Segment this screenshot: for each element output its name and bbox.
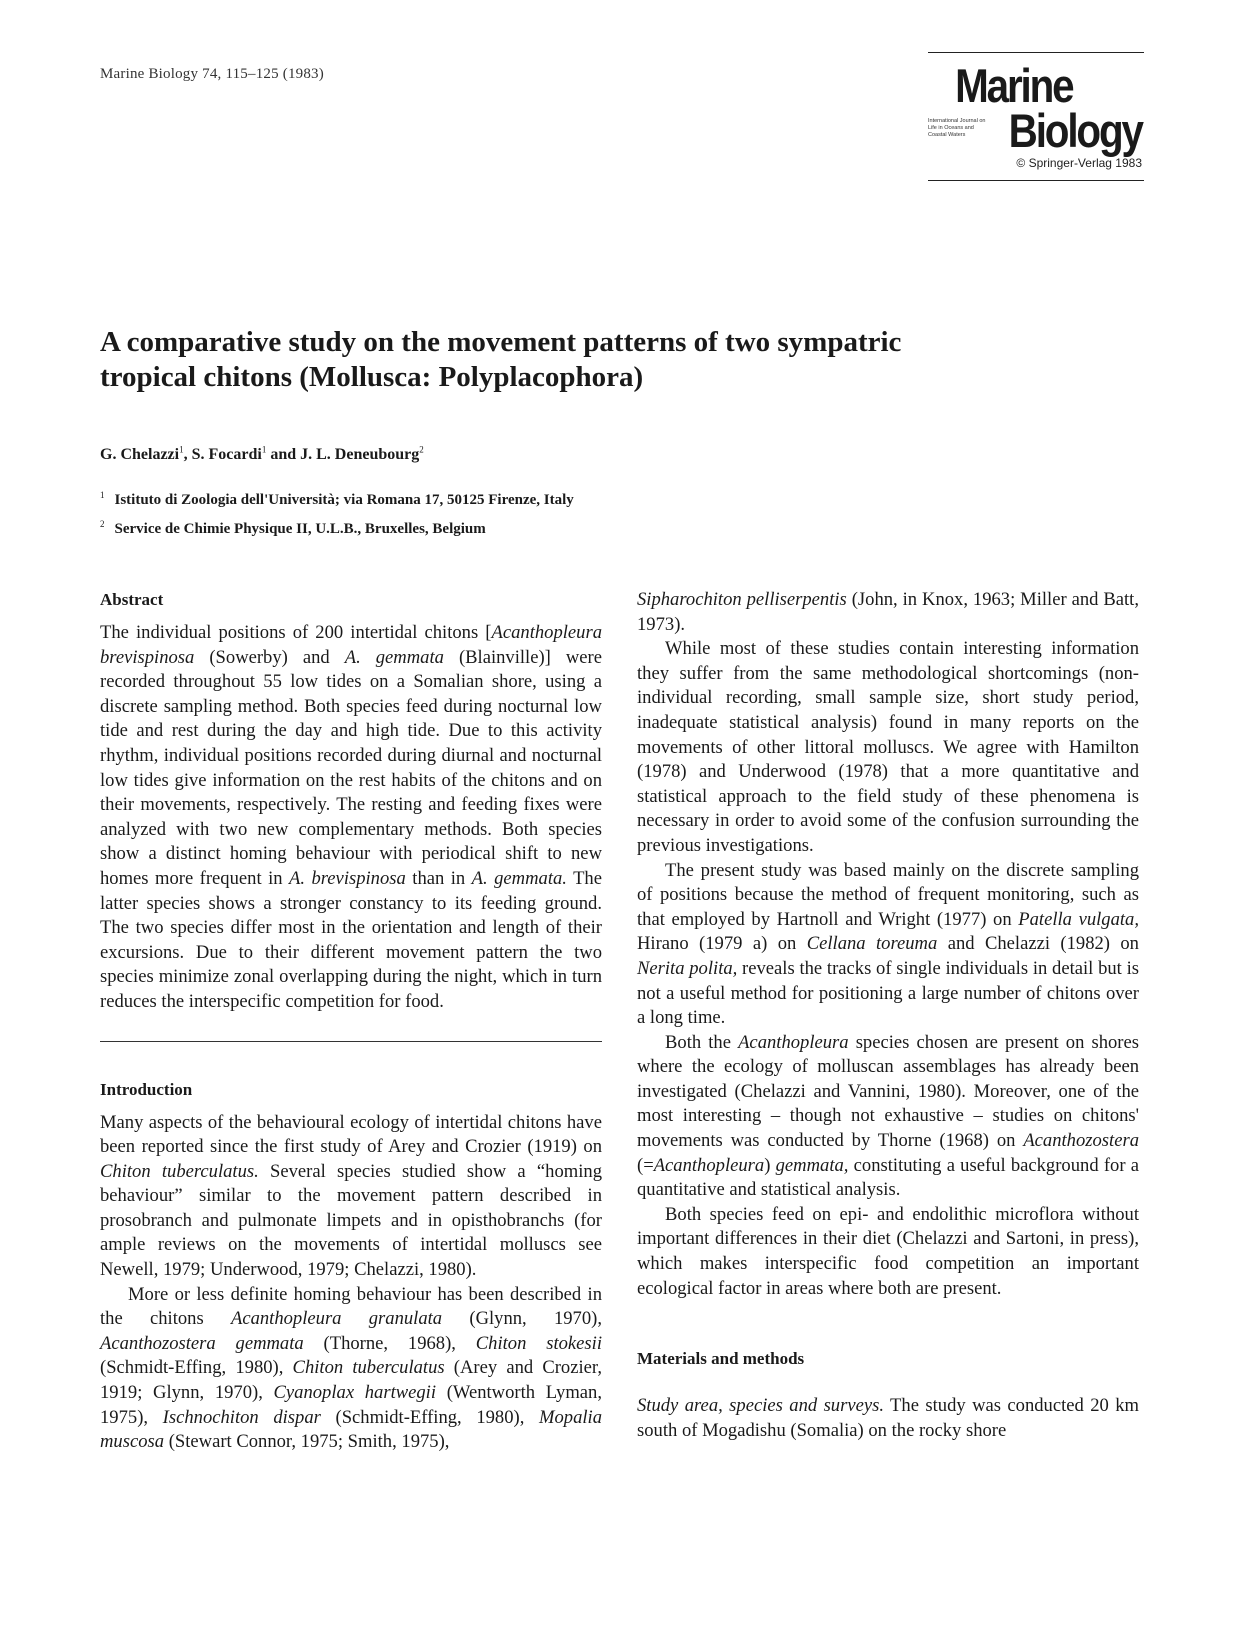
logo-copyright: © Springer-Verlag 1983 [1016, 156, 1142, 170]
intro-paragraph-2: More or less definite homing behaviour has been described in the chitons Acanthopleura granulata (Glynn, 1970), Acanthozostera gemmata (Thorne, 1968), Chiton stokesii (Schmidt-Effing, 1980), Chiton tuberculatus (Arey and Crozier, 1919; Glynn, 1970), Cyanoplax hartwegii (Wentworth Lyman, 1975), Ischnochiton dispar (Schmidt-Effing, 1980), Mopalia muscosa (Stewart Connor, 1975; Smith, 1975), [100, 1283, 603, 1453]
intro-paragraph-2-continued: Sipharochiton pelliserpentis (John, in Knox, 1963; Miller and Batt, 1973). [637, 589, 1139, 635]
logo-rule-top [928, 52, 1144, 53]
running-head: Marine Biology 74, 115–125 (1983) [100, 66, 324, 82]
author-separator: and [266, 446, 301, 463]
left-column [100, 588, 602, 1455]
logo-marine: Marine [954, 59, 1072, 112]
affiliation-2 [100, 521, 486, 538]
intro-paragraph-6: Both species feed on epi- and endolithic microflora without important differences in their diet (Chelazzi and Sartoni, in press), which makes interspecific food competition an important ecological factor in areas where both are present. [637, 1203, 1139, 1299]
affiliation-text: Service de Chimie Physique II, U.L.B., Bruxelles, Belgium [114, 521, 486, 537]
title-line-1: A comparative study on the movement patterns of two sympatric [100, 326, 902, 358]
author-name: G. Chelazzi [100, 446, 180, 463]
logo-biology: Biology [1008, 104, 1142, 157]
author-affiliation-mark: 1 [179, 444, 184, 455]
affiliation-mark: 2 [100, 519, 105, 529]
methods-section [637, 1347, 1139, 1443]
methods-heading: Materials and methods [637, 1349, 805, 1369]
abstract-text: The individual positions of 200 intertidal chitons [Acanthopleura brevispinosa (Sowerby) and A. gemmata (Blainville)] were recorded throughout 55 low tides on a Somalian shore, using a discrete sampling method. Both species feed during nocturnal low tide and rest during the day and high tide. Due to this activity rhythm, individual positions recorded during diurnal and nocturnal low tides give information on the rest habits of the chitons and on their movements, respectively. The resting and feeding fixes were analyzed with two new complementary methods. Both species show a distinct homing behaviour with periodical shift to new homes more frequent in A. brevispinosa than in A. gemmata. The latter species shows a stronger constancy to its feeding ground. The two species differ most in the orientation and length of their excursions. Due to their different movement pattern the two species minimize zonal overlapping during the night, which in turn reduces the interspecific competition for food. [100, 622, 602, 1012]
article-title [100, 325, 980, 395]
intro-paragraph-3: While most of these studies contain interesting information they suffer from the same methodological shortcomings (non-individual recording, small sample size, short study period, inadequate statistical analysis) found in many reports on the movements of other littoral molluscs. We agree with Hamilton (1978) and Underwood (1978) that a more quantitative and statistical approach to the field study of these phenomena is necessary in order to avoid some of the confusion surrounding the previous investigations. [637, 638, 1139, 856]
author-affiliation-mark: 1 [261, 444, 267, 455]
intro-paragraph-4: The present study was based mainly on the discrete sampling of positions because the method of frequent monitoring, such as that employed by Hartnoll and Wright (1977) on Patella vulgata, Hirano (1979 a) on Cellana toreuma and Chelazzi (1982) on Nerita polita, reveals the tracks of single individuals in detail but is not a useful method for positioning a large number of chitons over a long time. [637, 859, 1140, 1029]
author-name: J. L. Deneubourg [300, 446, 420, 463]
introduction-heading: Introduction [100, 1079, 193, 1099]
affiliation-mark: 1 [100, 490, 105, 500]
logo-tagline: International Journal on Life in Oceans and Coastal Waters [928, 118, 986, 138]
intro-paragraph-5: Both the Acanthopleura species chosen are present on shores where the ecology of molluscan assemblages has already been investigated (Chelazzi and Vannini, 1980). Moreover, one of the most interesting – though not exhaustive – studies on chitons' movements was conducted by Thorne (1968) on Acanthozostera (=Acanthopleura) gemmata, constituting a useful background for a quantitative and statistical analysis. [637, 1031, 1139, 1201]
author-list [100, 446, 424, 464]
title-line-2: tropical chitons (Mollusca: Polyplacophora) [100, 361, 644, 393]
right-column [637, 588, 1139, 1443]
affiliation-1 [100, 492, 574, 509]
methods-subheading: Study area, species and surveys. [637, 1395, 884, 1417]
affiliation-text: Istituto di Zoologia dell'Università; via Romana 17, 50125 Firenze, Italy [114, 492, 574, 508]
journal-logo [928, 52, 1144, 182]
abstract-section [100, 588, 602, 1015]
author-name: S. Focardi [191, 446, 262, 463]
abstract-heading: Abstract [100, 590, 164, 609]
introduction-section [100, 1078, 602, 1455]
author-separator: , [183, 446, 192, 463]
intro-paragraph-1: Many aspects of the behavioural ecology of intertidal chitons have been reported since the first study of Arey and Crozier (1919) on Chiton tuberculatus. Several species studied show a “homing behaviour” similar to the movement pattern described in prosobranch and pulmonate limpets and in opisthobranchs (for ample reviews on the movements of intertidal molluscs see Newell, 1979; Underwood, 1979; Chelazzi, 1980). [100, 1111, 602, 1281]
methods-paragraph: Study area, species and surveys. The study was conducted 20 km south of Mogadishu (Somalia) on the rocky shore [637, 1395, 1139, 1441]
logo-rule-bottom [928, 180, 1144, 181]
abstract-divider [100, 1041, 602, 1042]
author-affiliation-mark: 2 [419, 444, 424, 455]
